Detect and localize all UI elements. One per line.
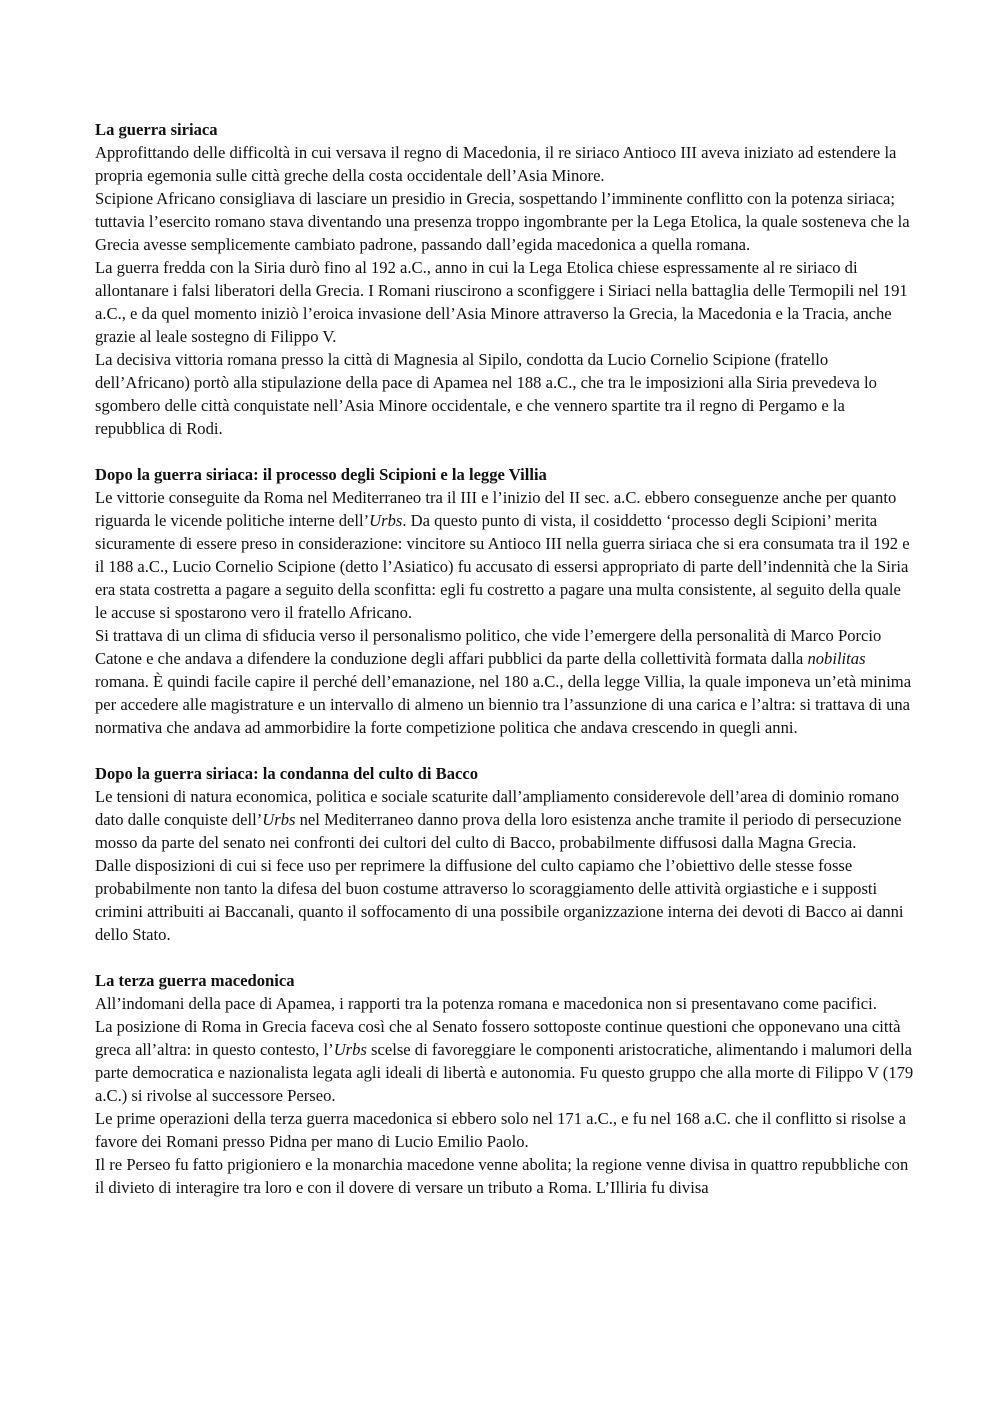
paragraph-text: Si trattava di un clima di sfiducia verso il personalismo politico, che vide l’emergere della personalità di Marco Porcio Catone e che andava a difendere la conduzione degli affari pubblici da parte della collettività formata dalla <box>95 626 882 668</box>
section-terza-guerra-macedonica <box>95 969 915 1199</box>
paragraph-text: Scipione Africano consigliava di lasciare un presidio in Grecia, sospettando l’imminente conflitto con la potenza siriaca; tuttavia l’esercito romano stava diventando una presenza troppo ingombrante per la Lega Etolica, la quale sosteneva che la Grecia avesse semplicemente cambiato padrone, passando dall’egida macedonica a quella romana. <box>95 189 910 254</box>
paragraph-text: Le tensioni di natura economica, politica e sociale scaturite dall’ampliamento considerevole dell’area di dominio romano dato dalle conquiste dell’ <box>95 787 900 829</box>
paragraph <box>95 256 915 348</box>
paragraph <box>95 1015 915 1107</box>
section-processo-scipioni <box>95 463 915 739</box>
paragraph <box>95 486 915 624</box>
paragraph <box>95 1153 915 1199</box>
paragraph-text: La guerra fredda con la Siria durò fino al 192 a.C., anno in cui la Lega Etolica chiese espressamente al re siriaco di allontanare i falsi liberatori della Grecia. I Romani riuscirono a sconfiggere i Siriaci nella battaglia delle Termopili nel 191 a.C., e da quel momento iniziò l’eroica invasione dell’Asia Minore attraverso la Grecia, la Macedonia e la Tracia, anche grazie al leale sostegno di Filippo V. <box>95 258 908 346</box>
paragraph-text: nel Mediterraneo danno prova della loro esistenza anche tramite il periodo di persecuzione mosso da parte del senato nei confronti dei cultori del culto di Bacco, probabilmente diffusosi dalla Magna Grecia. <box>95 810 902 852</box>
paragraph <box>95 992 915 1015</box>
paragraph-text: Approfittando delle difficoltà in cui versava il regno di Macedonia, il re siriaco Antioco III aveva iniziato ad estendere la propria egemonia sulle città greche della costa occidentale dell’Asia Minore. <box>95 143 897 185</box>
section-heading: Dopo la guerra siriaca: il processo degli Scipioni e la legge Villia <box>95 465 547 484</box>
italic-term: nobilitas <box>807 649 866 668</box>
paragraph-text: . Da questo punto di vista, il cosiddetto ‘processo degli Scipioni’ merita sicuramente di essere preso in considerazione: vincitore su Antioco III nella guerra siriaca che si era consumata tra il 192 e il 188 a.C., Lucio Cornelio Scipione (detto l’Asiatico) fu accusato di essersi appropriato di parte dell’indennità che la Siria era stata costretta a pagare a seguito della sconfitta: egli fu costretto a pagare una multa consistente, al seguito della quale le accuse si spostarono vero il fratello Africano. <box>95 511 910 622</box>
paragraph-text: romana. È quindi facile capire il perché dell’emanazione, nel 180 a.C., della legge Villia, la quale imponeva un’età minima per accedere alle magistrature e un intervallo di almeno un biennio tra l’assunzione di una carica e l’altra: si trattava di una normativa che andava ad ammorbidire la forte competizione politica che andava crescendo in quegli anni. <box>95 672 912 737</box>
italic-term: Urbs <box>369 511 403 530</box>
paragraph-text: Le vittorie conseguite da Roma nel Mediterraneo tra il III e l’inizio del II sec. a.C. ebbero conseguenze anche per quanto riguarda le vicende politiche interne dell’ <box>95 488 897 530</box>
section-heading: La guerra siriaca <box>95 120 218 139</box>
italic-term: Urbs <box>262 810 296 829</box>
paragraph-text: All’indomani della pace di Apamea, i rapporti tra la potenza romana e macedonica non si presentavano come pacifici. <box>95 994 877 1013</box>
section-heading: La terza guerra macedonica <box>95 971 295 990</box>
paragraph <box>95 187 915 256</box>
paragraph-text: Il re Perseo fu fatto prigioniero e la monarchia macedone venne abolita; la regione venne divisa in quattro repubbliche con il divieto di interagire tra loro e con il dovere di versare un tributo a Roma. L’Illiria fu divisa <box>95 1155 909 1197</box>
paragraph <box>95 348 915 440</box>
paragraph-text: scelse di favoreggiare le componenti aristocratiche, alimentando i malumori della parte democratica e nazionalista legata agli ideali di libertà e autonomia. Fu questo gruppo che alla morte di Filippo V (179 a.C.) si rivolse al successore Perseo. <box>95 1040 914 1105</box>
paragraph <box>95 854 915 946</box>
paragraph-text: Le prime operazioni della terza guerra macedonica si ebbero solo nel 171 a.C., e fu nel 168 a.C. che il conflitto si risolse a favore dei Romani presso Pidna per mano di Lucio Emilio Paolo. <box>95 1109 906 1151</box>
paragraph <box>95 785 915 854</box>
section-heading: Dopo la guerra siriaca: la condanna del culto di Bacco <box>95 764 479 783</box>
paragraph-text: La decisiva vittoria romana presso la città di Magnesia al Sipilo, condotta da Lucio Cornelio Scipione (fratello dell’Africano) portò alla stipulazione della pace di Apamea nel 188 a.C., che tra le imposizioni alla Siria prevedeva lo sgombero delle città conquistate nell’Asia Minore occidentale, e che vennero spartite tra il regno di Pergamo e la repubblica di Rodi. <box>95 350 877 438</box>
paragraph-text: Dalle disposizioni di cui si fece uso per reprimere la diffusione del culto capiamo che l’obiettivo delle stesse fosse probabilmente non tanto la difesa del buon costume attraverso lo scoraggiamento delle attività orgiastiche e i supposti crimini attribuiti ai Baccanali, quanto il soffocamento di una possibile organizzazione interna dei devoti di Bacco ai danni dello Stato. <box>95 856 904 944</box>
section-culto-bacco <box>95 762 915 946</box>
paragraph <box>95 624 915 739</box>
italic-term: Urbs <box>333 1040 367 1059</box>
paragraph <box>95 141 915 187</box>
paragraph <box>95 1107 915 1153</box>
document-body <box>95 118 915 1199</box>
section-guerra-siriaca <box>95 118 915 440</box>
paragraph-text: La posizione di Roma in Grecia faceva così che al Senato fossero sottoposte continue questioni che opponevano una città greca all’altra: in questo contesto, l’ <box>95 1017 901 1059</box>
